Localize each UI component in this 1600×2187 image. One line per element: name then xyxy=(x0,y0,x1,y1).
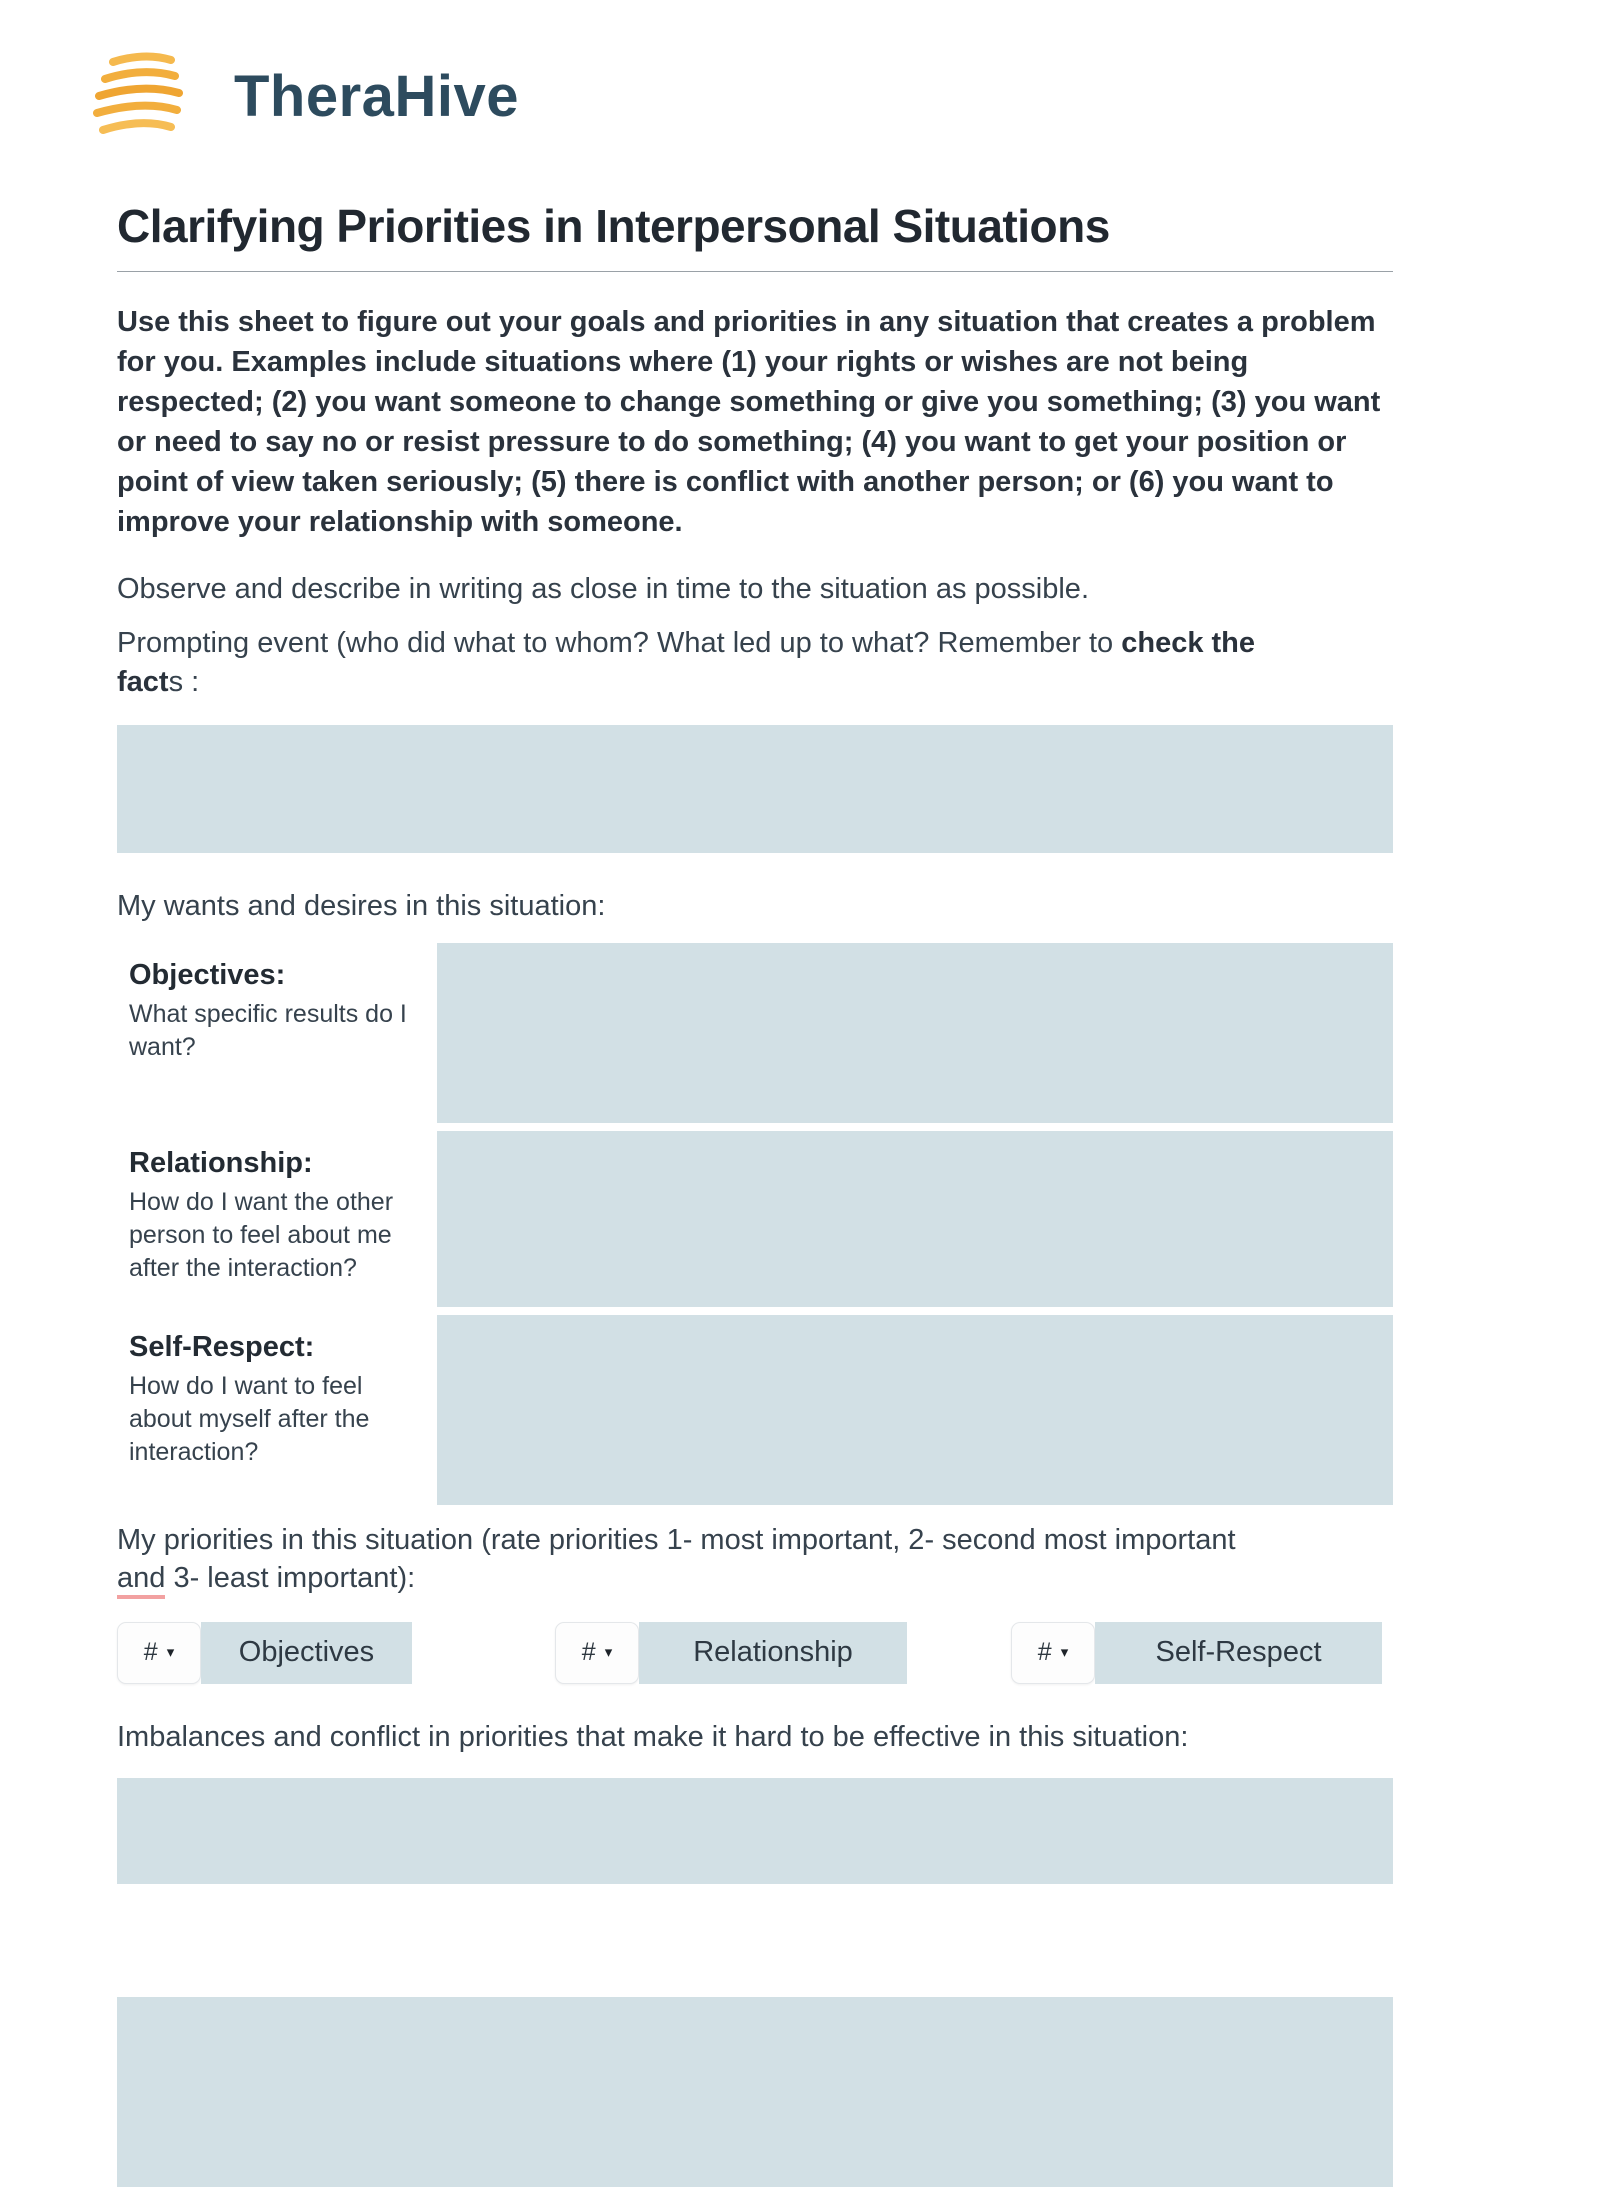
prompting-bold-1: check the xyxy=(1121,627,1256,660)
objectives-label-cell xyxy=(117,943,437,1123)
self-respect-rank-placeholder: # xyxy=(1037,1638,1052,1667)
relationship-input[interactable] xyxy=(437,1131,1393,1307)
self-respect-input[interactable] xyxy=(437,1315,1393,1505)
therahive-logo-icon xyxy=(78,46,208,146)
relationship-description: How do I want the other person to feel about me after the interaction? xyxy=(129,1188,394,1283)
prompting-bold-2: fact xyxy=(117,665,169,698)
page-title: Clarifying Priorities in Interpersonal Situations xyxy=(117,200,1110,252)
priorities-heading-line2: 3- least important): xyxy=(165,1562,416,1595)
relationship-label: Relationship: xyxy=(129,1147,313,1180)
priority-group-objectives xyxy=(117,1622,412,1684)
priority-selectors xyxy=(117,1622,1393,1684)
imbalances-input[interactable] xyxy=(117,1778,1393,1884)
brand-header xyxy=(78,44,1393,148)
priority-group-self-respect xyxy=(1011,1622,1382,1684)
imbalances-heading: Imbalances and conflict in priorities that make it hard to be effective in this situation: xyxy=(117,1720,1189,1753)
wants-table xyxy=(117,943,1393,1505)
wants-heading: My wants and desires in this situation: xyxy=(117,889,606,922)
self-respect-priority-label: Self-Respect xyxy=(1095,1622,1382,1684)
self-respect-description: How do I want to feel about myself after the interaction? xyxy=(129,1372,370,1467)
relationship-priority-label: Relationship xyxy=(639,1622,907,1684)
objectives-input[interactable] xyxy=(437,943,1393,1123)
prompting-event-input[interactable] xyxy=(117,725,1393,853)
objectives-label: Objectives: xyxy=(129,959,286,992)
priorities-and-word: and xyxy=(117,1562,165,1599)
priority-group-relationship xyxy=(555,1622,907,1684)
brand-name: TheraHive xyxy=(234,63,519,129)
self-respect-label-cell xyxy=(117,1315,437,1505)
self-respect-rank-dropdown[interactable] xyxy=(1011,1622,1095,1684)
prompting-event-label xyxy=(117,624,1393,701)
self-respect-label: Self-Respect: xyxy=(129,1331,315,1364)
wants-row-self-respect xyxy=(117,1315,1393,1505)
relationship-rank-placeholder: # xyxy=(581,1638,596,1667)
objectives-rank-placeholder: # xyxy=(143,1638,158,1667)
chevron-down-icon: ▾ xyxy=(604,1644,613,1662)
observe-instruction: Observe and describe in writing as close in time to the situation as possible. xyxy=(117,572,1089,605)
wants-row-relationship xyxy=(117,1131,1393,1307)
objectives-rank-dropdown[interactable] xyxy=(117,1622,201,1684)
bottom-input[interactable] xyxy=(117,1997,1393,2187)
prompting-prefix: Prompting event (who did what to whom? What led up to what? Remember to xyxy=(117,627,1122,660)
objectives-description: What specific results do I want? xyxy=(129,1000,407,1062)
relationship-rank-dropdown[interactable] xyxy=(555,1622,639,1684)
priorities-heading xyxy=(117,1521,1393,1598)
relationship-label-cell xyxy=(117,1131,437,1307)
prompting-suffix: s : xyxy=(168,665,200,698)
priorities-heading-line1: My priorities in this situation (rate priorities 1- most important, 2- second most important xyxy=(117,1524,1236,1557)
chevron-down-icon: ▾ xyxy=(1060,1644,1069,1662)
title-divider xyxy=(117,271,1393,272)
objectives-priority-label: Objectives xyxy=(201,1622,412,1684)
chevron-down-icon: ▾ xyxy=(166,1644,175,1662)
intro-paragraph: Use this sheet to figure out your goals and priorities in any situation that creates a problem for you. Examples include situations where (1) your rights or wishes are not being respected; (2) you want someone to change something or give you something; (3) you want or need to say no or resist pressure to do something; (4) you want to get your position or point of view taken seriously; (5) there is conflict with another person; or (6) you want to improve your relationship with someone. xyxy=(117,305,1381,538)
wants-row-objectives xyxy=(117,943,1393,1123)
